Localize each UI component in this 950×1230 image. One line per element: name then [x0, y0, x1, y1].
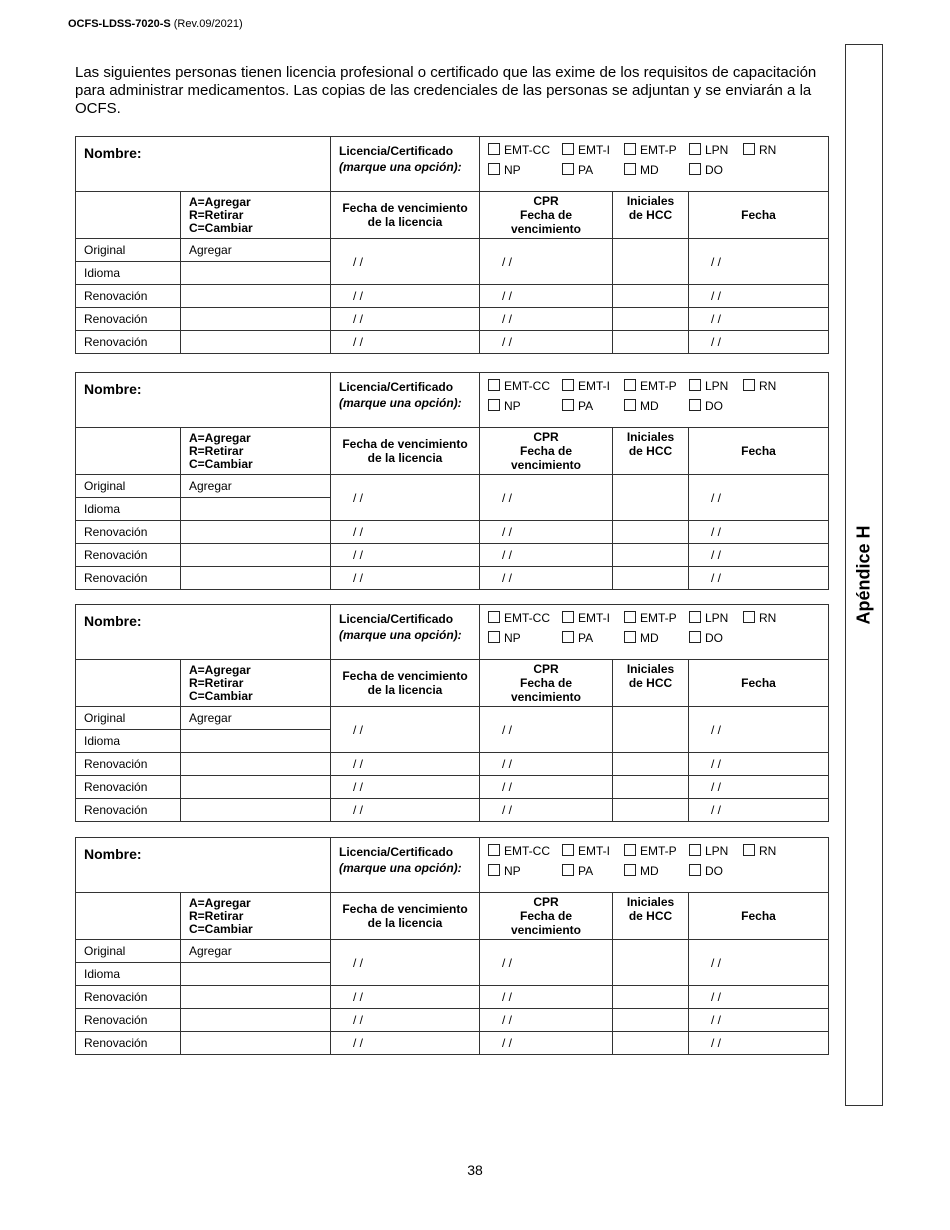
- credential-block-2: [75, 372, 828, 585]
- checkbox-icon[interactable]: [689, 864, 701, 876]
- date-field[interactable]: / /: [689, 239, 829, 285]
- hcc-initials-field[interactable]: [613, 567, 689, 590]
- checkbox-icon[interactable]: [624, 611, 636, 623]
- option-emt-cc[interactable]: EMT-CC: [488, 611, 550, 625]
- cpr-date-field[interactable]: / /: [480, 544, 613, 567]
- credential-block-1: [75, 136, 828, 349]
- action-renewal[interactable]: [181, 308, 331, 331]
- option-md[interactable]: MD: [624, 864, 659, 878]
- hcc-initials-field[interactable]: [613, 544, 689, 567]
- option-emt-i[interactable]: EMT-I: [562, 844, 610, 858]
- option-emt-p[interactable]: EMT-P: [624, 379, 677, 393]
- checkbox-icon[interactable]: [562, 611, 574, 623]
- hcc-initials-field[interactable]: [613, 285, 689, 308]
- date-header: Fecha: [689, 893, 829, 940]
- option-lpn[interactable]: LPN: [689, 143, 728, 157]
- expiry-date-field[interactable]: / /: [331, 475, 480, 521]
- expiry-date-field[interactable]: / /: [331, 940, 480, 986]
- option-pa[interactable]: PA: [562, 631, 593, 645]
- checkbox-icon[interactable]: [624, 399, 636, 411]
- checkbox-icon[interactable]: [624, 631, 636, 643]
- checkbox-icon[interactable]: [689, 379, 701, 391]
- action-renewal[interactable]: [181, 776, 331, 799]
- hcc-initials-field[interactable]: [613, 776, 689, 799]
- option-emt-p[interactable]: EMT-P: [624, 844, 677, 858]
- action-codes: A=Agregar R=Retirar C=Cambiar: [181, 192, 331, 239]
- expiry-date-field[interactable]: / /: [331, 567, 480, 590]
- cpr-date-field[interactable]: / /: [480, 567, 613, 590]
- hcc-initials-field[interactable]: [613, 1032, 689, 1055]
- row-label-renewal: Renovación: [76, 1009, 181, 1032]
- expiry-date-field[interactable]: / /: [331, 331, 480, 354]
- action-renewal[interactable]: [181, 567, 331, 590]
- checkbox-icon[interactable]: [488, 399, 500, 411]
- action-codes: A=Agregar R=Retirar C=Cambiar: [181, 893, 331, 940]
- cpr-date-field[interactable]: / /: [480, 308, 613, 331]
- cpr-date-field[interactable]: / /: [480, 776, 613, 799]
- cpr-date-field[interactable]: / /: [480, 753, 613, 776]
- hcc-header: Iniciales de HCC: [613, 660, 689, 707]
- action-original[interactable]: Agregar: [181, 475, 331, 498]
- expiry-header: Fecha de vencimiento de la licencia: [331, 660, 480, 707]
- checkbox-icon[interactable]: [488, 631, 500, 643]
- row-label-renewal: Renovación: [76, 308, 181, 331]
- expiry-header: Fecha de vencimiento de la licencia: [331, 192, 480, 239]
- date-field[interactable]: / /: [689, 544, 829, 567]
- license-options: [480, 137, 829, 192]
- date-header: Fecha: [689, 428, 829, 475]
- cpr-date-field[interactable]: / /: [480, 799, 613, 822]
- intro-paragraph: Las siguientes personas tienen licencia profesional o certificado que las exime de los requisitos de capacitación para administrar medicamentos. Las copias de las credenciales de las personas se adjuntan y se enviarán a la OCFS.: [75, 64, 817, 117]
- checkbox-icon[interactable]: [743, 379, 755, 391]
- checkbox-icon[interactable]: [689, 399, 701, 411]
- row-label-renewal: Renovación: [76, 753, 181, 776]
- row-label-language: Idioma: [76, 498, 181, 521]
- option-emt-cc[interactable]: EMT-CC: [488, 143, 550, 157]
- option-rn[interactable]: RN: [743, 611, 776, 625]
- option-emt-p[interactable]: EMT-P: [624, 143, 677, 157]
- row-label-original: Original: [76, 707, 181, 730]
- form-code: OCFS-LDSS-7020-S (Rev.09/2021): [68, 18, 243, 30]
- license-label: Licencia/Certificado (marque una opción):: [331, 373, 480, 428]
- hcc-initials-field[interactable]: [613, 753, 689, 776]
- expiry-date-field[interactable]: / /: [331, 308, 480, 331]
- checkbox-icon[interactable]: [624, 143, 636, 155]
- date-field[interactable]: / /: [689, 1009, 829, 1032]
- row-label-original: Original: [76, 239, 181, 262]
- option-do[interactable]: DO: [689, 631, 723, 645]
- name-field[interactable]: Nombre:: [76, 137, 331, 192]
- action-language[interactable]: [181, 262, 331, 285]
- hcc-header: Iniciales de HCC: [613, 192, 689, 239]
- action-renewal[interactable]: [181, 544, 331, 567]
- cpr-date-field[interactable]: / /: [480, 1009, 613, 1032]
- hcc-initials-field[interactable]: [613, 239, 689, 285]
- row-label-renewal: Renovación: [76, 799, 181, 822]
- expiry-date-field[interactable]: / /: [331, 1032, 480, 1055]
- checkbox-icon[interactable]: [488, 143, 500, 155]
- date-field[interactable]: / /: [689, 308, 829, 331]
- expiry-date-field[interactable]: / /: [331, 707, 480, 753]
- expiry-date-field[interactable]: / /: [331, 1009, 480, 1032]
- action-original[interactable]: Agregar: [181, 940, 331, 963]
- option-lpn[interactable]: LPN: [689, 379, 728, 393]
- checkbox-icon[interactable]: [562, 143, 574, 155]
- hcc-initials-field[interactable]: [613, 331, 689, 354]
- hcc-initials-field[interactable]: [613, 475, 689, 521]
- option-lpn[interactable]: LPN: [689, 844, 728, 858]
- action-renewal[interactable]: [181, 799, 331, 822]
- cpr-date-field[interactable]: / /: [480, 1032, 613, 1055]
- checkbox-icon[interactable]: [488, 611, 500, 623]
- action-renewal[interactable]: [181, 753, 331, 776]
- credential-table: [75, 604, 829, 822]
- blank-header: [76, 893, 181, 940]
- option-do[interactable]: DO: [689, 399, 723, 413]
- checkbox-icon[interactable]: [689, 631, 701, 643]
- hcc-initials-field[interactable]: [613, 986, 689, 1009]
- checkbox-icon[interactable]: [488, 844, 500, 856]
- option-np[interactable]: NP: [488, 864, 521, 878]
- expiry-date-field[interactable]: / /: [331, 776, 480, 799]
- hcc-initials-field[interactable]: [613, 308, 689, 331]
- date-field[interactable]: / /: [689, 331, 829, 354]
- checkbox-icon[interactable]: [488, 163, 500, 175]
- option-emt-i[interactable]: EMT-I: [562, 143, 610, 157]
- action-renewal[interactable]: [181, 1032, 331, 1055]
- option-emt-i[interactable]: EMT-I: [562, 379, 610, 393]
- row-label-renewal: Renovación: [76, 776, 181, 799]
- hcc-initials-field[interactable]: [613, 521, 689, 544]
- cpr-date-field[interactable]: / /: [480, 285, 613, 308]
- expiry-date-field[interactable]: / /: [331, 239, 480, 285]
- checkbox-icon[interactable]: [562, 379, 574, 391]
- action-renewal[interactable]: [181, 521, 331, 544]
- row-label-renewal: Renovación: [76, 567, 181, 590]
- option-np[interactable]: NP: [488, 631, 521, 645]
- option-md[interactable]: MD: [624, 631, 659, 645]
- option-emt-cc[interactable]: EMT-CC: [488, 844, 550, 858]
- date-field[interactable]: / /: [689, 1032, 829, 1055]
- checkbox-icon[interactable]: [562, 163, 574, 175]
- checkbox-icon[interactable]: [689, 143, 701, 155]
- row-label-renewal: Renovación: [76, 986, 181, 1009]
- expiry-date-field[interactable]: / /: [331, 799, 480, 822]
- name-field[interactable]: Nombre:: [76, 605, 331, 660]
- hcc-header: Iniciales de HCC: [613, 428, 689, 475]
- option-rn[interactable]: RN: [743, 379, 776, 393]
- name-field[interactable]: Nombre:: [76, 373, 331, 428]
- checkbox-icon[interactable]: [562, 864, 574, 876]
- row-label-language: Idioma: [76, 262, 181, 285]
- row-label-original: Original: [76, 940, 181, 963]
- expiry-date-field[interactable]: / /: [331, 521, 480, 544]
- option-emt-i[interactable]: EMT-I: [562, 611, 610, 625]
- action-language[interactable]: [181, 498, 331, 521]
- cpr-header: CPR Fecha de vencimiento: [480, 660, 613, 707]
- row-label-renewal: Renovación: [76, 544, 181, 567]
- action-renewal[interactable]: [181, 331, 331, 354]
- option-lpn[interactable]: LPN: [689, 611, 728, 625]
- license-options: [480, 838, 829, 893]
- appendix-label: Apéndice H: [853, 525, 874, 625]
- expiry-date-field[interactable]: / /: [331, 986, 480, 1009]
- cpr-date-field[interactable]: / /: [480, 707, 613, 753]
- action-codes: A=Agregar R=Retirar C=Cambiar: [181, 428, 331, 475]
- expiry-date-field[interactable]: / /: [331, 544, 480, 567]
- option-rn[interactable]: RN: [743, 143, 776, 157]
- row-label-renewal: Renovación: [76, 521, 181, 544]
- cpr-header: CPR Fecha de vencimiento: [480, 192, 613, 239]
- option-do[interactable]: DO: [689, 163, 723, 177]
- option-do[interactable]: DO: [689, 864, 723, 878]
- date-field[interactable]: / /: [689, 940, 829, 986]
- option-emt-p[interactable]: EMT-P: [624, 611, 677, 625]
- credential-block-3: [75, 604, 828, 817]
- date-field[interactable]: / /: [689, 475, 829, 521]
- checkbox-icon[interactable]: [624, 844, 636, 856]
- checkbox-icon[interactable]: [689, 611, 701, 623]
- checkbox-icon[interactable]: [624, 163, 636, 175]
- action-renewal[interactable]: [181, 1009, 331, 1032]
- hcc-initials-field[interactable]: [613, 799, 689, 822]
- action-original[interactable]: Agregar: [181, 239, 331, 262]
- license-label: Licencia/Certificado (marque una opción):: [331, 838, 480, 893]
- checkbox-icon[interactable]: [743, 143, 755, 155]
- row-label-language: Idioma: [76, 963, 181, 986]
- action-renewal[interactable]: [181, 285, 331, 308]
- option-np[interactable]: NP: [488, 163, 521, 177]
- checkbox-icon[interactable]: [689, 163, 701, 175]
- cpr-date-field[interactable]: / /: [480, 475, 613, 521]
- option-rn[interactable]: RN: [743, 844, 776, 858]
- date-field[interactable]: / /: [689, 567, 829, 590]
- option-pa[interactable]: PA: [562, 163, 593, 177]
- cpr-date-field[interactable]: / /: [480, 940, 613, 986]
- checkbox-icon[interactable]: [562, 631, 574, 643]
- action-codes: A=Agregar R=Retirar C=Cambiar: [181, 660, 331, 707]
- action-renewal[interactable]: [181, 986, 331, 1009]
- date-field[interactable]: / /: [689, 986, 829, 1009]
- checkbox-icon[interactable]: [624, 379, 636, 391]
- expiry-header: Fecha de vencimiento de la licencia: [331, 893, 480, 940]
- action-language[interactable]: [181, 730, 331, 753]
- blank-header: [76, 192, 181, 239]
- credential-block-4: [75, 837, 828, 1050]
- cpr-date-field[interactable]: / /: [480, 239, 613, 285]
- option-md[interactable]: MD: [624, 399, 659, 413]
- option-np[interactable]: NP: [488, 399, 521, 413]
- cpr-header: CPR Fecha de vencimiento: [480, 428, 613, 475]
- checkbox-icon[interactable]: [624, 864, 636, 876]
- hcc-initials-field[interactable]: [613, 1009, 689, 1032]
- expiry-header: Fecha de vencimiento de la licencia: [331, 428, 480, 475]
- date-field[interactable]: / /: [689, 799, 829, 822]
- row-label-renewal: Renovación: [76, 331, 181, 354]
- license-label: Licencia/Certificado (marque una opción):: [331, 137, 480, 192]
- expiry-date-field[interactable]: / /: [331, 753, 480, 776]
- credential-table: [75, 372, 829, 590]
- license-options: [480, 373, 829, 428]
- checkbox-icon[interactable]: [488, 379, 500, 391]
- date-field[interactable]: / /: [689, 776, 829, 799]
- checkbox-icon[interactable]: [743, 611, 755, 623]
- cpr-date-field[interactable]: / /: [480, 986, 613, 1009]
- blank-header: [76, 660, 181, 707]
- date-field[interactable]: / /: [689, 753, 829, 776]
- name-field[interactable]: Nombre:: [76, 838, 331, 893]
- license-options: [480, 605, 829, 660]
- row-label-original: Original: [76, 475, 181, 498]
- checkbox-icon[interactable]: [743, 844, 755, 856]
- cpr-header: CPR Fecha de vencimiento: [480, 893, 613, 940]
- option-md[interactable]: MD: [624, 163, 659, 177]
- checkbox-icon[interactable]: [562, 844, 574, 856]
- license-label: Licencia/Certificado (marque una opción):: [331, 605, 480, 660]
- blank-header: [76, 428, 181, 475]
- option-emt-cc[interactable]: EMT-CC: [488, 379, 550, 393]
- hcc-initials-field[interactable]: [613, 707, 689, 753]
- hcc-header: Iniciales de HCC: [613, 893, 689, 940]
- row-label-renewal: Renovación: [76, 285, 181, 308]
- date-header: Fecha: [689, 192, 829, 239]
- option-pa[interactable]: PA: [562, 864, 593, 878]
- hcc-initials-field[interactable]: [613, 940, 689, 986]
- date-field[interactable]: / /: [689, 285, 829, 308]
- date-field[interactable]: / /: [689, 707, 829, 753]
- expiry-date-field[interactable]: / /: [331, 285, 480, 308]
- checkbox-icon[interactable]: [562, 399, 574, 411]
- checkbox-icon[interactable]: [488, 864, 500, 876]
- action-language[interactable]: [181, 963, 331, 986]
- date-field[interactable]: / /: [689, 521, 829, 544]
- date-header: Fecha: [689, 660, 829, 707]
- action-original[interactable]: Agregar: [181, 707, 331, 730]
- credential-table: [75, 837, 829, 1055]
- credential-table: [75, 136, 829, 354]
- cpr-date-field[interactable]: / /: [480, 521, 613, 544]
- checkbox-icon[interactable]: [689, 844, 701, 856]
- option-pa[interactable]: PA: [562, 399, 593, 413]
- row-label-language: Idioma: [76, 730, 181, 753]
- row-label-renewal: Renovación: [76, 1032, 181, 1055]
- cpr-date-field[interactable]: / /: [480, 331, 613, 354]
- page-number: 38: [467, 1162, 483, 1178]
